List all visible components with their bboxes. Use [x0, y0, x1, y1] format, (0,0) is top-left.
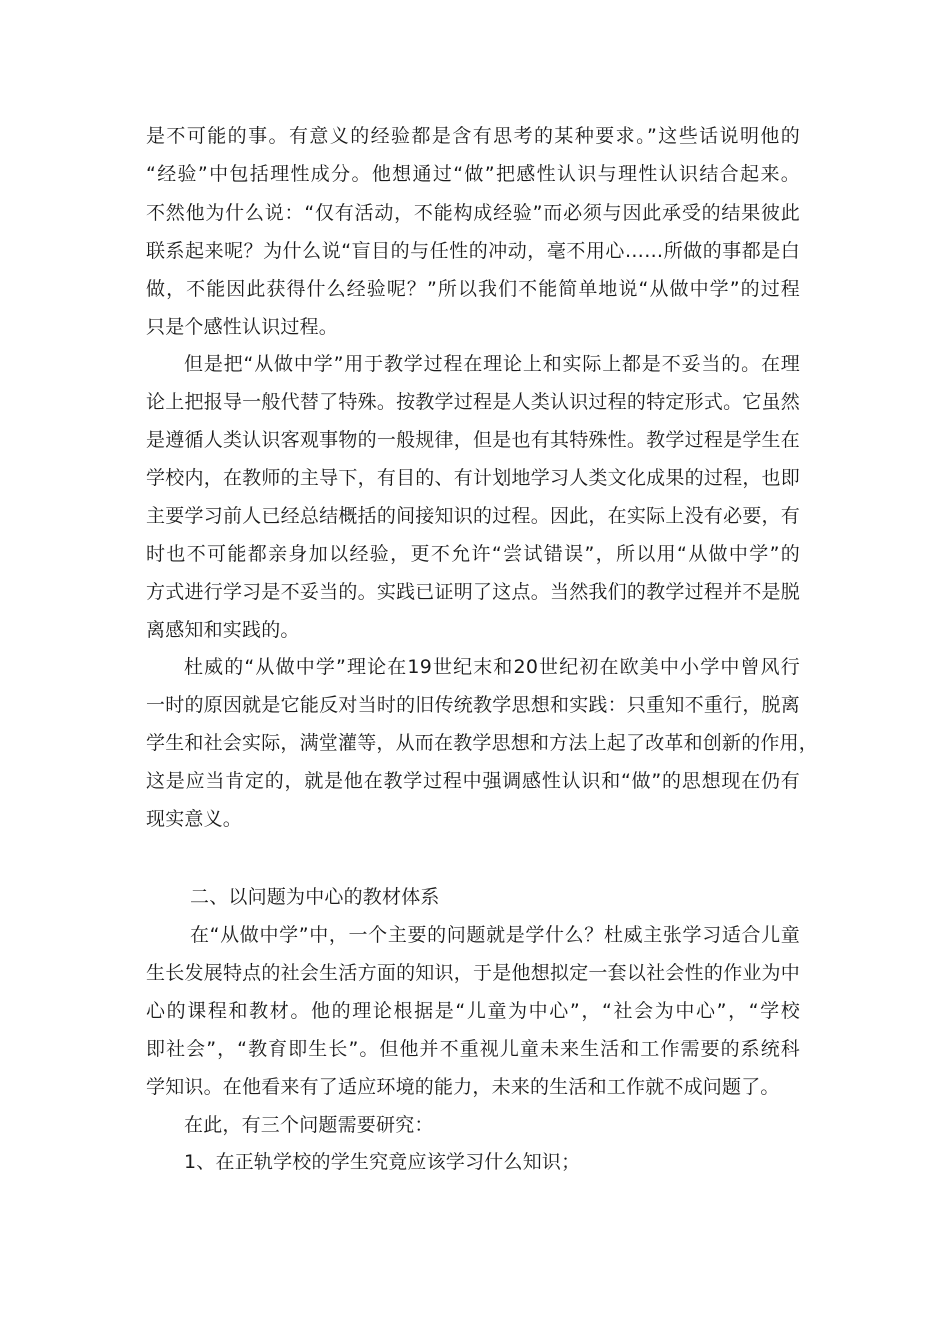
paragraph-4-line-1: 在“从做中学”中，一个主要的问题就是学什么？杜威主张学习适合儿童 [190, 924, 800, 946]
paragraph-2-line-2: 论上把报导一般代替了特殊。按教学过程是人类认识过程的特定形式。它虽然 [146, 391, 800, 413]
paragraph-4-line-3: 心的课程和教材。他的理论根据是“儿童为中心”，“社会为中心”，“学校 [146, 1000, 800, 1022]
section-heading: 二、以问题为中心的教材体系 [190, 886, 440, 908]
paragraph-4-line-4: 即社会”，“教育即生长”。但他并不重视儿童未来生活和工作需要的系统科 [146, 1038, 800, 1060]
paragraph-1-line-2: “经验”中包括理性成分。他想通过“做”把感性认识与理性认识结合起来。 [146, 163, 800, 185]
paragraph-2-line-3: 是遵循人类认识客观事物的一般规律，但是也有其特殊性。教学过程是学生在 [146, 429, 800, 451]
paragraph-3-line-3: 学生和社会实际，满堂灌等，从而在教学思想和方法上起了改革和创新的作用， [146, 732, 819, 754]
paragraph-4-line-5: 学知识。在他看来有了适应环境的能力，未来的生活和工作就不成问题了。 [146, 1076, 780, 1098]
paragraph-2-line-4: 学校内，在教师的主导下，有目的、有计划地学习人类文化成果的过程，也即 [146, 467, 800, 489]
paragraph-1-line-6: 只是个感性认识过程。 [146, 316, 339, 338]
paragraph-5: 在此，有三个问题需要研究： [184, 1114, 434, 1136]
paragraph-3-line-2: 一时的原因就是它能反对当时的旧传统教学思想和实践：只重知不重行，脱离 [146, 694, 800, 716]
paragraph-1-line-4: 联系起来呢？为什么说“盲目的与任性的冲动，毫不用心……所做的事都是白 [146, 240, 800, 262]
paragraph-3-line-4: 这是应当肯定的，就是他在教学过程中强调感性认识和“做”的思想现在仍有 [146, 770, 800, 792]
paragraph-1-line-5: 做，不能因此获得什么经验呢？”所以我们不能简单地说“从做中学”的过程 [146, 278, 800, 300]
list-item-1: 1、在正轨学校的学生究竟应该学习什么知识； [184, 1151, 581, 1173]
paragraph-3-line-1: 杜威的“从做中学”理论在19世纪末和20世纪初在欧美中小学中曾风行 [184, 656, 800, 678]
paragraph-2-line-1: 但是把“从做中学”用于教学过程在理论上和实际上都是不妥当的。在理 [184, 353, 800, 375]
paragraph-2-line-6: 时也不可能都亲身加以经验，更不允许“尝试错误”，所以用“从做中学”的 [146, 543, 800, 565]
paragraph-2-line-8: 离感知和实践的。 [146, 619, 300, 641]
paragraph-4-line-2: 生长发展特点的社会生活方面的知识，于是他想拟定一套以社会性的作业为中 [146, 962, 800, 984]
paragraph-1-line-3: 不然他为什么说：“仅有活动，不能构成经验”而必须与因此承受的结果彼此 [146, 202, 800, 224]
paragraph-1-line-1: 是不可能的事。有意义的经验都是含有思考的某种要求。”这些话说明他的 [146, 125, 800, 147]
paragraph-2-line-5: 主要学习前人已经总结概括的间接知识的过程。因此，在实际上没有必要，有 [146, 505, 800, 527]
paragraph-3-line-5: 现实意义。 [146, 808, 243, 830]
paragraph-2-line-7: 方式进行学习是不妥当的。实践已证明了这点。当然我们的教学过程并不是脱 [146, 581, 800, 603]
